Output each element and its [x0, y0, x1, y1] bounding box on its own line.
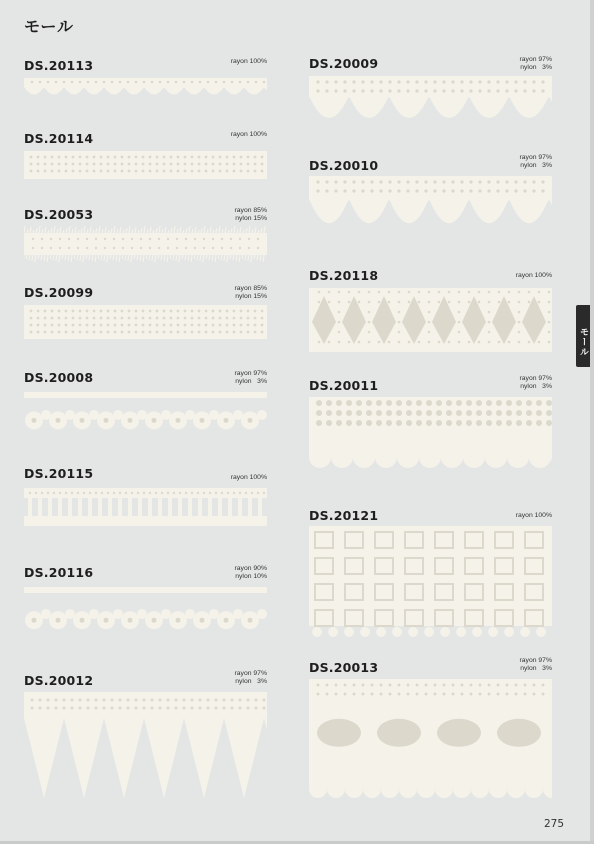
product-code: DS.20012 — [24, 673, 94, 688]
lace-sample-image — [24, 76, 267, 102]
page-title: モール — [24, 17, 75, 36]
product-ds-20013 — [309, 657, 552, 802]
lace-sample-image — [24, 583, 267, 645]
product-composition: rayon 100% — [515, 272, 552, 279]
product-code: DS.20013 — [309, 660, 379, 675]
product-code: DS.20114 — [24, 131, 94, 146]
product-code: DS.20008 — [24, 370, 94, 385]
product-composition: rayon 85% nylon 15% — [234, 285, 267, 300]
product-composition: rayon 97% nylon 3% — [519, 375, 552, 390]
lace-sample-image — [24, 484, 267, 532]
product-ds-20011 — [309, 375, 552, 483]
product-composition: rayon 90% nylon 10% — [234, 565, 267, 580]
lace-sample-image — [24, 225, 267, 263]
product-ds-20114 — [24, 131, 267, 181]
product-code: DS.20099 — [24, 285, 94, 300]
product-code: DS.20053 — [24, 207, 94, 222]
lace-sample-image — [24, 303, 267, 341]
product-ds-20053 — [24, 207, 267, 267]
product-code: DS.20121 — [309, 508, 379, 523]
product-composition: rayon 97% nylon 3% — [519, 154, 552, 169]
page-number: 275 — [543, 818, 564, 830]
product-composition: rayon 85% nylon 15% — [234, 207, 267, 222]
product-composition: rayon 97% nylon 3% — [234, 670, 267, 685]
lace-sample-image — [24, 149, 267, 181]
product-code: DS.20116 — [24, 565, 94, 580]
product-ds-20113 — [24, 58, 267, 108]
product-ds-20010 — [309, 154, 552, 246]
product-composition: rayon 97% nylon 3% — [234, 370, 267, 385]
side-tab-label: モール — [578, 327, 588, 357]
product-ds-20118 — [309, 268, 552, 358]
product-ds-20009 — [309, 56, 552, 136]
product-ds-20008 — [24, 370, 267, 442]
product-code: DS.20118 — [309, 268, 379, 283]
product-ds-20121 — [309, 508, 552, 643]
product-composition: rayon 100% — [230, 58, 267, 65]
product-code: DS.20115 — [24, 466, 94, 481]
page-edge — [590, 0, 594, 844]
lace-sample-image — [309, 524, 552, 642]
product-ds-20115 — [24, 466, 267, 534]
product-code: DS.20010 — [309, 158, 379, 173]
product-ds-20116 — [24, 565, 267, 647]
lace-sample-image — [309, 395, 552, 481]
product-composition: rayon 97% nylon 3% — [519, 56, 552, 71]
product-composition: rayon 100% — [230, 474, 267, 481]
lace-sample-image — [309, 74, 552, 136]
product-code: DS.20011 — [309, 378, 379, 393]
product-code: DS.20009 — [309, 56, 379, 71]
lace-sample-image — [24, 388, 267, 442]
product-ds-20099 — [24, 285, 267, 345]
lace-sample-image — [309, 677, 552, 801]
product-composition: rayon 100% — [515, 512, 552, 519]
product-composition: rayon 100% — [230, 131, 267, 138]
lace-sample-image — [309, 174, 552, 244]
product-ds-20012 — [24, 670, 267, 800]
product-code: DS.20113 — [24, 58, 94, 73]
lace-sample-image — [24, 688, 267, 800]
lace-sample-image — [309, 286, 552, 358]
product-composition: rayon 97% nylon 3% — [519, 657, 552, 672]
